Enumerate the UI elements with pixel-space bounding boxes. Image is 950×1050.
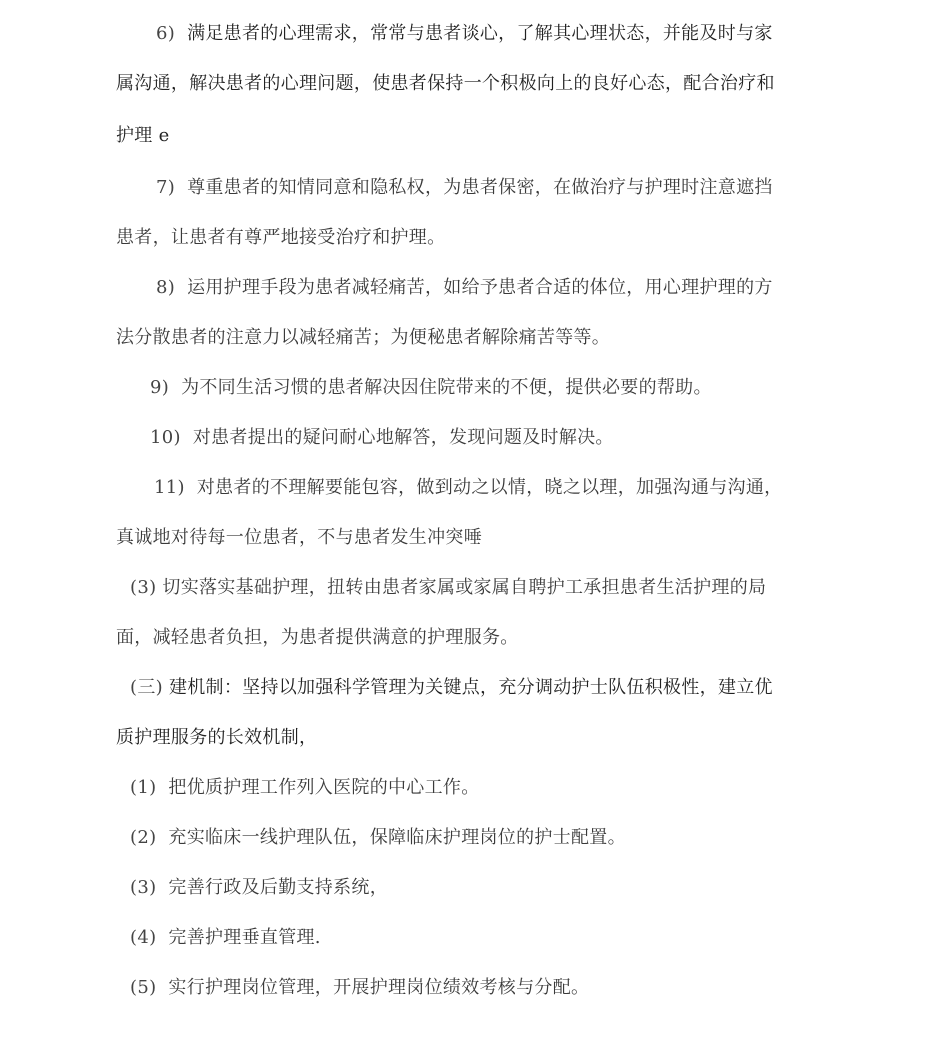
line-text: 完善护理垂直管理. — [168, 927, 321, 948]
line-text: 把优质护理工作列入医院的中心工作。 — [168, 777, 480, 798]
paragraph-line — [116, 226, 445, 250]
item-number: (3) — [130, 877, 157, 898]
paragraph-line — [116, 124, 170, 148]
paragraph-line — [130, 976, 589, 1000]
paragraph-line — [116, 326, 610, 350]
item-number: (5) — [130, 977, 157, 998]
line-text: 护理 e — [116, 125, 170, 146]
line-text: 实行护理岗位管理，开展护理岗位绩效考核与分配。 — [168, 977, 590, 998]
paragraph-line — [116, 726, 317, 750]
line-text: 切实落实基础护理，扭转由患者家属或家属自聘护工承担患者生活护理的局 — [162, 577, 767, 598]
item-number: (3) — [130, 577, 157, 598]
paragraph-line — [130, 576, 766, 600]
line-text: 满足患者的心理需求，常常与患者谈心，了解其心理状态，并能及时与家 — [187, 23, 773, 44]
line-text: 完善行政及后勤支持系统， — [168, 877, 389, 898]
line-text: 真诚地对待每一位患者，不与患者发生冲突唾 — [116, 527, 482, 548]
paragraph-line — [156, 276, 773, 300]
line-text: 尊重患者的知情同意和隐私权，为患者保密，在做治疗与护理时注意遮挡 — [187, 177, 773, 198]
paragraph-line — [130, 676, 773, 700]
paragraph-line — [150, 426, 614, 450]
item-number: (1) — [130, 777, 157, 798]
line-text: 对患者的不理解要能包容，做到动之以情，晓之以理，加强沟通与沟通， — [196, 477, 783, 498]
paragraph-line — [156, 22, 773, 46]
paragraph-line — [130, 926, 321, 950]
line-text: 充实临床一线护理队伍，保障临床护理岗位的护士配置。 — [168, 827, 626, 848]
item-number: (三) — [130, 677, 163, 698]
line-text: 对患者提出的疑问耐心地解答，发现问题及时解决。 — [192, 427, 614, 448]
paragraph-line — [130, 876, 388, 900]
paragraph-line — [116, 526, 482, 550]
paragraph-line — [116, 72, 775, 96]
paragraph-line — [130, 826, 626, 850]
line-text: 法分散患者的注意力以减轻痛苦；为便秘患者解除痛苦等等。 — [116, 327, 611, 348]
item-number: 6) — [156, 23, 176, 44]
line-text: 运用护理手段为患者减轻痛苦，如给予患者合适的体位，用心理护理的方 — [187, 277, 773, 298]
item-number: 8) — [156, 277, 176, 298]
line-text: 建机制：坚持以加强科学管理为关键点，充分调动护士队伍积极性，建立优 — [168, 677, 773, 698]
line-text: 属沟通，解决患者的心理问题，使患者保持一个积极向上的良好心态，配合治疗和 — [116, 73, 775, 94]
item-number: (2) — [130, 827, 157, 848]
paragraph-line — [150, 376, 712, 400]
line-text: 为不同生活习惯的患者解决因住院带来的不便，提供必要的帮助。 — [181, 377, 712, 398]
item-number: (4) — [130, 927, 157, 948]
line-text: 面，减轻患者负担，为患者提供满意的护理服务。 — [116, 627, 519, 648]
paragraph-line — [116, 626, 519, 650]
item-number: 9) — [150, 377, 170, 398]
line-text: 患者，让患者有尊严地接受治疗和护理。 — [116, 227, 446, 248]
line-text: 质护理服务的长效机制， — [116, 727, 318, 748]
paragraph-line — [130, 776, 480, 800]
paragraph-line — [154, 476, 782, 500]
item-number: 7) — [156, 177, 176, 198]
item-number: 10) — [150, 427, 181, 448]
item-number: 11) — [154, 477, 185, 498]
paragraph-line — [156, 176, 773, 200]
